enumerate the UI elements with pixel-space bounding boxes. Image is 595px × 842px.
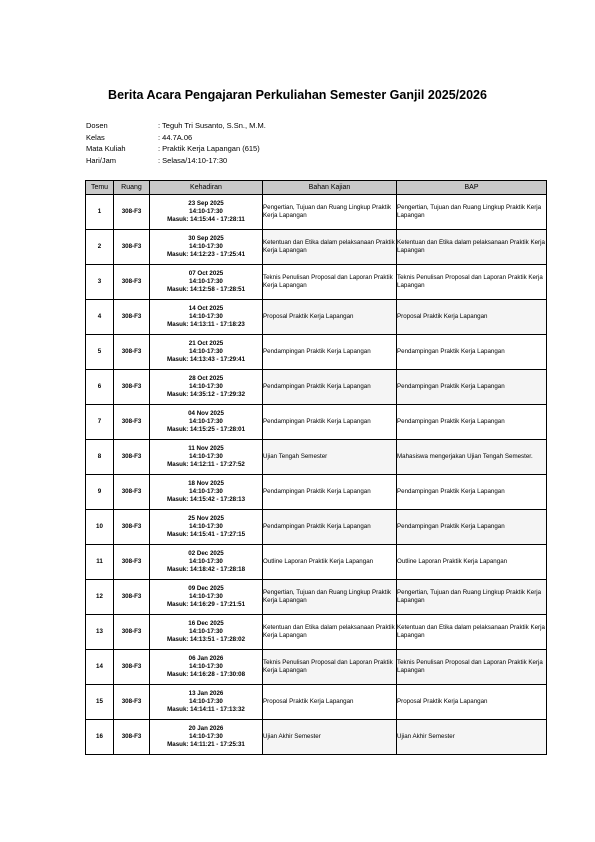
cell-temu: 7 bbox=[86, 405, 114, 440]
cell-kehadiran bbox=[150, 545, 263, 580]
kehadiran-jam: 14:10-17:30 bbox=[189, 348, 223, 356]
cell-bahan-kajian: Pengertian, Tujuan dan Ruang Lingkup Praktik Kerja Lapangan bbox=[263, 580, 397, 615]
cell-temu: 5 bbox=[86, 335, 114, 370]
cell-bap: Proposal Praktik Kerja Lapangan bbox=[397, 300, 547, 335]
kehadiran-masuk: Masuk: 14:14:11 - 17:13:32 bbox=[167, 705, 245, 713]
kehadiran-masuk: Masuk: 14:15:41 - 17:27:15 bbox=[166, 530, 246, 538]
kehadiran-masuk: Masuk: 14:18:42 - 17:28:18 bbox=[166, 565, 246, 573]
header-kehadiran: Kehadiran bbox=[150, 181, 263, 195]
cell-bap: Proposal Praktik Kerja Lapangan bbox=[397, 685, 547, 720]
header-temu: Temu bbox=[86, 181, 114, 195]
table-row bbox=[86, 195, 547, 230]
table-row bbox=[86, 475, 547, 510]
cell-ruang: 308-F3 bbox=[114, 265, 150, 300]
cell-temu: 15 bbox=[86, 685, 114, 720]
info-value: : Teguh Tri Susanto, S.Sn., M.M. bbox=[158, 121, 266, 130]
cell-ruang: 308-F3 bbox=[114, 370, 150, 405]
cell-bap: Mahasiswa mengerjakan Ujian Tengah Semester. bbox=[397, 440, 547, 475]
info-row-dosen bbox=[86, 120, 266, 132]
table-row bbox=[86, 580, 547, 615]
table-row bbox=[86, 685, 547, 720]
table-row bbox=[86, 650, 547, 685]
kehadiran-jam: 14:10-17:30 bbox=[189, 628, 223, 636]
table-body bbox=[86, 195, 547, 755]
kehadiran-tanggal: 11 Nov 2025 bbox=[188, 445, 224, 453]
cell-kehadiran bbox=[150, 650, 263, 685]
kehadiran-tanggal: 25 Nov 2025 bbox=[188, 515, 224, 523]
kehadiran-masuk: Masuk: 14:15:25 - 17:28:01 bbox=[166, 425, 246, 433]
cell-bap: Pendampingan Praktik Kerja Lapangan bbox=[397, 370, 547, 405]
cell-ruang: 308-F3 bbox=[114, 475, 150, 510]
cell-ruang: 308-F3 bbox=[114, 195, 150, 230]
info-value: : Praktik Kerja Lapangan (615) bbox=[158, 144, 260, 154]
kehadiran-masuk: Masuk: 14:13:11 - 17:18:23 bbox=[167, 320, 245, 328]
cell-bahan-kajian: Ketentuan dan Etika dalam pelaksanaan Praktik Kerja Lapangan bbox=[263, 230, 397, 265]
kehadiran-jam: 14:10-17:30 bbox=[189, 663, 223, 671]
table-row bbox=[86, 510, 547, 545]
cell-bap: Pendampingan Praktik Kerja Lapangan bbox=[397, 405, 547, 440]
cell-ruang: 308-F3 bbox=[114, 335, 150, 370]
kehadiran-masuk: Masuk: 14:12:58 - 17:28:51 bbox=[166, 285, 246, 293]
kehadiran-masuk: Masuk: 14:13:51 - 17:28:02 bbox=[166, 635, 246, 643]
cell-bap: Pendampingan Praktik Kerja Lapangan bbox=[397, 475, 547, 510]
cell-bahan-kajian: Teknis Penulisan Proposal dan Laporan Praktik Kerja Lapangan bbox=[263, 265, 397, 300]
table-row bbox=[86, 615, 547, 650]
kehadiran-jam: 14:10-17:30 bbox=[189, 488, 223, 496]
kehadiran-tanggal: 18 Nov 2025 bbox=[188, 480, 224, 488]
kehadiran-jam: 14:10-17:30 bbox=[189, 313, 223, 321]
cell-kehadiran bbox=[150, 580, 263, 615]
cell-ruang: 308-F3 bbox=[114, 650, 150, 685]
kehadiran-tanggal: 06 Jan 2026 bbox=[188, 655, 224, 663]
cell-bap: Teknis Penulisan Proposal dan Laporan Praktik Kerja Lapangan bbox=[397, 265, 547, 300]
cell-bahan-kajian: Pendampingan Praktik Kerja Lapangan bbox=[263, 510, 397, 545]
cell-temu: 4 bbox=[86, 300, 114, 335]
info-label: Dosen bbox=[86, 121, 108, 130]
course-info bbox=[86, 120, 266, 166]
cell-kehadiran bbox=[150, 370, 263, 405]
kehadiran-tanggal: 14 Oct 2025 bbox=[188, 305, 224, 313]
cell-bap: Ketentuan dan Etika dalam pelaksanaan Praktik Kerja Lapangan bbox=[397, 230, 547, 265]
cell-ruang: 308-F3 bbox=[114, 510, 150, 545]
header-bap: BAP bbox=[397, 181, 547, 195]
kehadiran-tanggal: 16 Dec 2025 bbox=[188, 620, 224, 628]
table-row bbox=[86, 545, 547, 580]
cell-bahan-kajian: Pendampingan Praktik Kerja Lapangan bbox=[263, 335, 397, 370]
cell-bahan-kajian: Ujian Akhir Semester bbox=[263, 720, 397, 755]
table-row bbox=[86, 370, 547, 405]
cell-kehadiran bbox=[150, 195, 263, 230]
cell-temu: 3 bbox=[86, 265, 114, 300]
kehadiran-jam: 14:10-17:30 bbox=[189, 383, 223, 391]
cell-temu: 6 bbox=[86, 370, 114, 405]
cell-temu: 2 bbox=[86, 230, 114, 265]
kehadiran-masuk: Masuk: 14:35:12 - 17:29:32 bbox=[166, 390, 246, 398]
info-label: Kelas bbox=[86, 132, 105, 142]
kehadiran-tanggal: 28 Oct 2025 bbox=[188, 375, 224, 383]
info-value: : Selasa/14:10-17:30 bbox=[158, 155, 228, 165]
kehadiran-jam: 14:10-17:30 bbox=[189, 558, 223, 566]
cell-kehadiran bbox=[150, 300, 263, 335]
cell-bahan-kajian: Pengertian, Tujuan dan Ruang Lingkup Praktik Kerja Lapangan bbox=[263, 195, 397, 230]
kehadiran-tanggal: 04 Nov 2025 bbox=[188, 410, 224, 418]
cell-temu: 16 bbox=[86, 720, 114, 755]
cell-kehadiran bbox=[150, 265, 263, 300]
cell-temu: 12 bbox=[86, 580, 114, 615]
cell-bap: Ketentuan dan Etika dalam pelaksanaan Praktik Kerja Lapangan bbox=[397, 615, 547, 650]
cell-ruang: 308-F3 bbox=[114, 615, 150, 650]
cell-ruang: 308-F3 bbox=[114, 685, 150, 720]
cell-temu: 1 bbox=[86, 195, 114, 230]
kehadiran-masuk: Masuk: 14:16:29 - 17:21:51 bbox=[166, 600, 246, 608]
kehadiran-tanggal: 23 Sep 2025 bbox=[188, 200, 224, 208]
cell-bahan-kajian: Pendampingan Praktik Kerja Lapangan bbox=[263, 370, 397, 405]
kehadiran-jam: 14:10-17:30 bbox=[189, 278, 223, 286]
info-label: Hari/Jam bbox=[86, 155, 117, 165]
cell-ruang: 308-F3 bbox=[114, 440, 150, 475]
cell-kehadiran bbox=[150, 230, 263, 265]
cell-temu: 11 bbox=[86, 545, 114, 580]
kehadiran-jam: 14:10-17:30 bbox=[189, 208, 223, 216]
info-row-kelas bbox=[86, 132, 266, 144]
cell-bahan-kajian: Ujian Tengah Semester bbox=[263, 440, 397, 475]
table-row bbox=[86, 440, 547, 475]
info-value: : 44.7A.06 bbox=[158, 132, 193, 142]
kehadiran-masuk: Masuk: 14:15:42 - 17:28:13 bbox=[166, 495, 246, 503]
cell-temu: 10 bbox=[86, 510, 114, 545]
kehadiran-masuk: Masuk: 14:12:11 - 17:27:52 bbox=[167, 460, 245, 468]
table-row bbox=[86, 265, 547, 300]
cell-ruang: 308-F3 bbox=[114, 300, 150, 335]
cell-bahan-kajian: Pendampingan Praktik Kerja Lapangan bbox=[263, 475, 397, 510]
kehadiran-tanggal: 30 Sep 2025 bbox=[188, 235, 224, 243]
cell-kehadiran bbox=[150, 335, 263, 370]
kehadiran-masuk: Masuk: 14:11:21 - 17:25:31 bbox=[167, 740, 245, 748]
cell-bap: Pengertian, Tujuan dan Ruang Lingkup Praktik Kerja Lapangan bbox=[397, 580, 547, 615]
kehadiran-jam: 14:10-17:30 bbox=[189, 593, 223, 601]
attendance-table bbox=[85, 180, 547, 755]
cell-ruang: 308-F3 bbox=[114, 580, 150, 615]
kehadiran-masuk: Masuk: 14:15:44 - 17:28:11 bbox=[167, 215, 245, 223]
header-ruang: Ruang bbox=[114, 181, 150, 195]
kehadiran-jam: 14:10-17:30 bbox=[189, 523, 223, 531]
cell-bap: Teknis Penulisan Proposal dan Laporan Praktik Kerja Lapangan bbox=[397, 650, 547, 685]
cell-ruang: 308-F3 bbox=[114, 405, 150, 440]
kehadiran-jam: 14:10-17:30 bbox=[189, 733, 223, 741]
kehadiran-masuk: Masuk: 14:13:43 - 17:29:41 bbox=[166, 355, 246, 363]
cell-kehadiran bbox=[150, 405, 263, 440]
table-row bbox=[86, 335, 547, 370]
cell-temu: 13 bbox=[86, 615, 114, 650]
kehadiran-masuk: Masuk: 14:16:28 - 17:30:08 bbox=[166, 670, 246, 678]
kehadiran-tanggal: 20 Jan 2026 bbox=[188, 725, 224, 733]
cell-bahan-kajian: Outline Laporan Praktik Kerja Lapangan bbox=[263, 545, 397, 580]
cell-bap: Ujian Akhir Semester bbox=[397, 720, 547, 755]
kehadiran-tanggal: 09 Dec 2025 bbox=[188, 585, 224, 593]
cell-bahan-kajian: Teknis Penulisan Proposal dan Laporan Praktik Kerja Lapangan bbox=[263, 650, 397, 685]
cell-kehadiran bbox=[150, 615, 263, 650]
table-header-row bbox=[86, 181, 547, 195]
document-title: Berita Acara Pengajaran Perkuliahan Semester Ganjil 2025/2026 bbox=[108, 88, 487, 102]
cell-kehadiran bbox=[150, 685, 263, 720]
cell-bahan-kajian: Proposal Praktik Kerja Lapangan bbox=[263, 300, 397, 335]
cell-kehadiran bbox=[150, 440, 263, 475]
table-row bbox=[86, 300, 547, 335]
kehadiran-tanggal: 13 Jan 2026 bbox=[188, 690, 224, 698]
kehadiran-tanggal: 02 Dec 2025 bbox=[188, 550, 224, 558]
kehadiran-tanggal: 07 Oct 2025 bbox=[188, 270, 224, 278]
cell-ruang: 308-F3 bbox=[114, 545, 150, 580]
kehadiran-masuk: Masuk: 14:12:23 - 17:25:41 bbox=[166, 250, 246, 258]
kehadiran-jam: 14:10-17:30 bbox=[189, 243, 223, 251]
cell-temu: 9 bbox=[86, 475, 114, 510]
header-bahan-kajian: Bahan Kajian bbox=[263, 181, 397, 195]
cell-temu: 8 bbox=[86, 440, 114, 475]
table-row bbox=[86, 405, 547, 440]
table-row bbox=[86, 230, 547, 265]
cell-bahan-kajian: Proposal Praktik Kerja Lapangan bbox=[263, 685, 397, 720]
table-row bbox=[86, 720, 547, 755]
cell-bap: Pendampingan Praktik Kerja Lapangan bbox=[397, 510, 547, 545]
info-row-mata-kuliah bbox=[86, 143, 266, 155]
cell-kehadiran bbox=[150, 510, 263, 545]
cell-bap: Pengertian, Tujuan dan Ruang Lingkup Praktik Kerja Lapangan bbox=[397, 195, 547, 230]
cell-ruang: 308-F3 bbox=[114, 720, 150, 755]
cell-bap: Outline Laporan Praktik Kerja Lapangan bbox=[397, 545, 547, 580]
cell-bahan-kajian: Ketentuan dan Etika dalam pelaksanaan Praktik Kerja Lapangan bbox=[263, 615, 397, 650]
kehadiran-jam: 14:10-17:30 bbox=[189, 698, 223, 706]
cell-bap: Pendampingan Praktik Kerja Lapangan bbox=[397, 335, 547, 370]
kehadiran-jam: 14:10-17:30 bbox=[189, 453, 223, 461]
cell-bahan-kajian: Pendampingan Praktik Kerja Lapangan bbox=[263, 405, 397, 440]
cell-kehadiran bbox=[150, 720, 263, 755]
info-row-hari-jam bbox=[86, 155, 266, 167]
cell-temu: 14 bbox=[86, 650, 114, 685]
cell-ruang: 308-F3 bbox=[114, 230, 150, 265]
info-label: Mata Kuliah bbox=[86, 144, 126, 154]
kehadiran-jam: 14:10-17:30 bbox=[189, 418, 223, 426]
kehadiran-tanggal: 21 Oct 2025 bbox=[188, 340, 224, 348]
cell-kehadiran bbox=[150, 475, 263, 510]
